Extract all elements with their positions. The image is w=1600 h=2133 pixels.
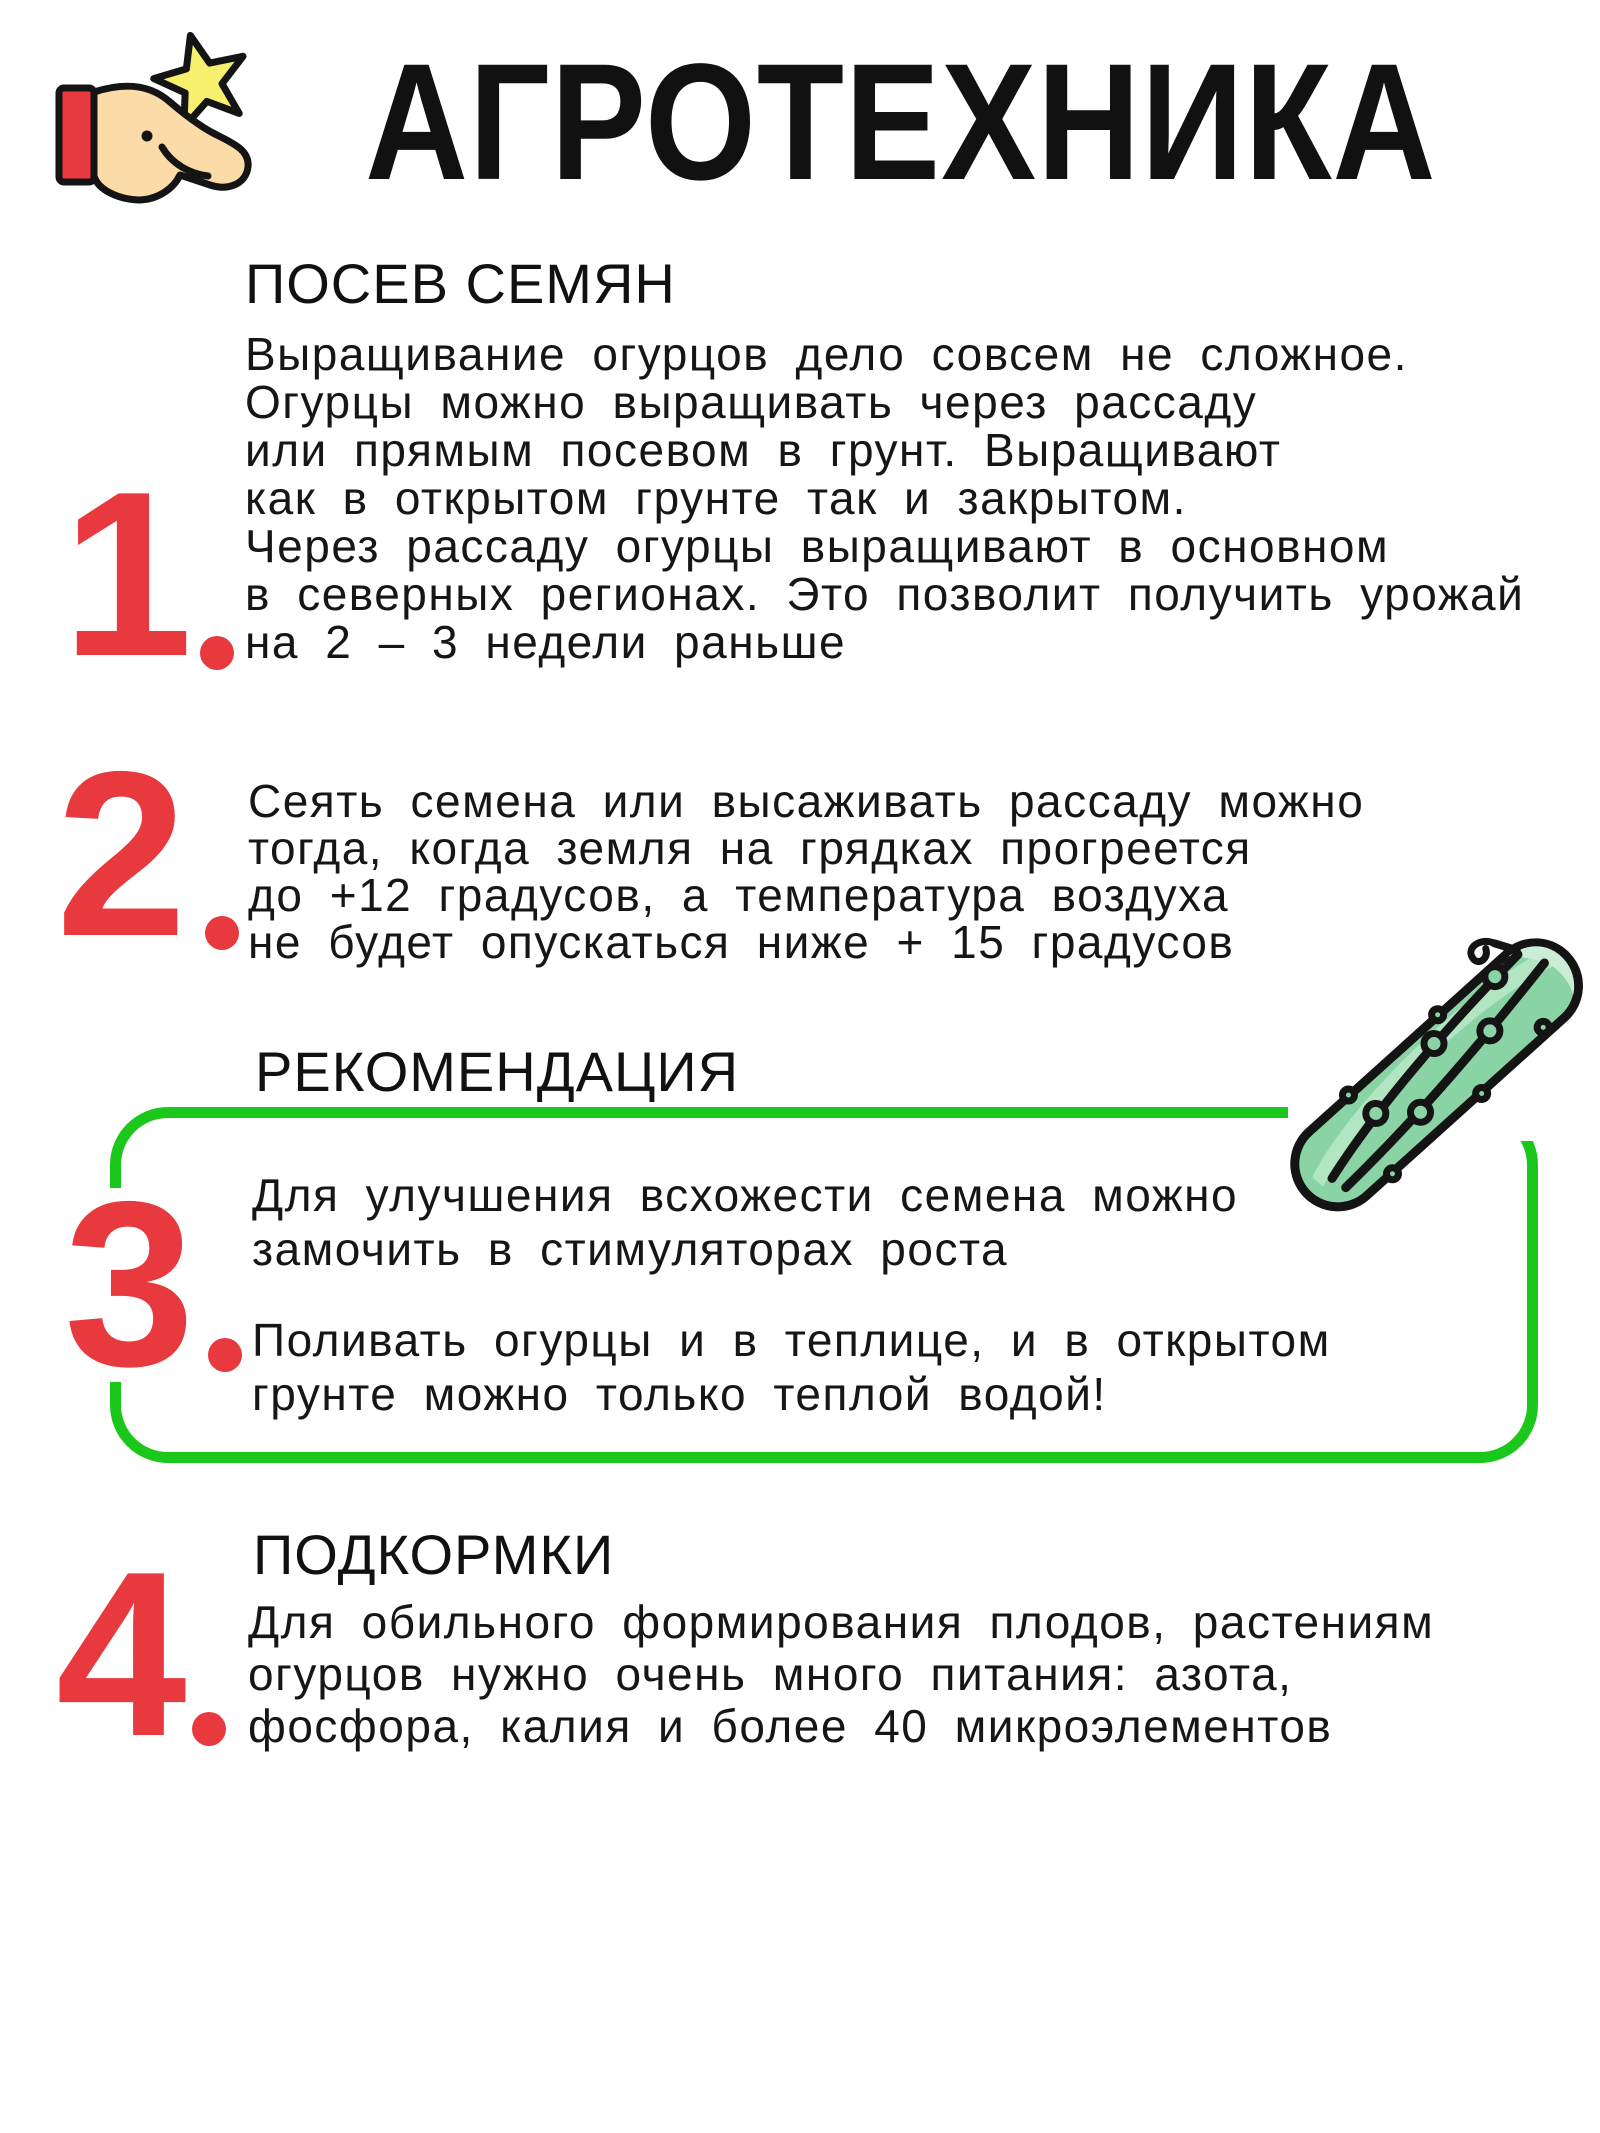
text-line: на 2 – 3 недели раньше [245,616,847,668]
step-number-dot [192,1712,226,1746]
step-number-3 [64,1152,195,1415]
step-number-4 [56,1522,187,1785]
text-line: не будет опускаться ниже + 15 градусов [248,916,1235,968]
text-line: Огурцы можно выращивать через рассаду [245,376,1258,428]
step-number-1 [62,442,193,705]
text-line: Выращивание огурцов дело совсем не сложное. [245,328,1408,380]
section-heading-recommendation: РЕКОМЕНДАЦИЯ [255,1040,740,1103]
text-line: фосфора, калия и более 40 микроэлементов [248,1700,1333,1752]
text-line: Для улучшения всхожести семена можно [252,1169,1239,1221]
step-number-dot [200,636,234,670]
step-digit: 4 [56,1522,187,1785]
text-line: до +12 градусов, а температура воздуха [248,869,1230,921]
text-line: грунте можно только теплой водой! [252,1368,1107,1420]
text-line: Сеять семена или высаживать рассаду можно [248,775,1365,827]
step-digit: 2 [56,722,187,985]
hand-icon-cuff [59,88,94,182]
hand-offering-star-icon [50,26,266,211]
step-number-dot [205,916,239,950]
recommendation-tip-1 [252,1168,1238,1276]
section-4-paragraph [248,1596,1434,1752]
text-line: как в открытом грунте так и закрытом. [245,472,1187,524]
text-line: тогда, когда земля на грядках прогреется [248,822,1252,874]
page-title: АГРОТЕХНИКА [365,30,1437,215]
step-digit: 1 [62,442,193,705]
step-number-2 [56,722,187,985]
step-number-dot [208,1338,242,1372]
section-1-paragraph [245,330,1524,666]
text-line: Через рассаду огурцы выращивают в основном [245,520,1390,572]
step-digit: 3 [64,1152,195,1415]
section-heading-sowing: ПОСЕВ СЕМЯН [245,252,676,315]
text-line: в северных регионах. Это позволит получить урожай [245,568,1525,620]
section-2-paragraph [248,775,1365,968]
text-line: или прямым посевом в грунт. Выращивают [245,424,1282,476]
text-line: замочить в стимуляторах роста [252,1223,1009,1275]
section-heading-feeding: ПОДКОРМКИ [253,1523,615,1586]
text-line: Поливать огурцы и в теплице, и в открытом [252,1314,1331,1366]
recommendation-tip-2 [252,1313,1331,1421]
text-line: огурцов нужно очень много питания: азота, [248,1648,1293,1700]
text-line: Для обильного формирования плодов, растениям [248,1596,1435,1648]
